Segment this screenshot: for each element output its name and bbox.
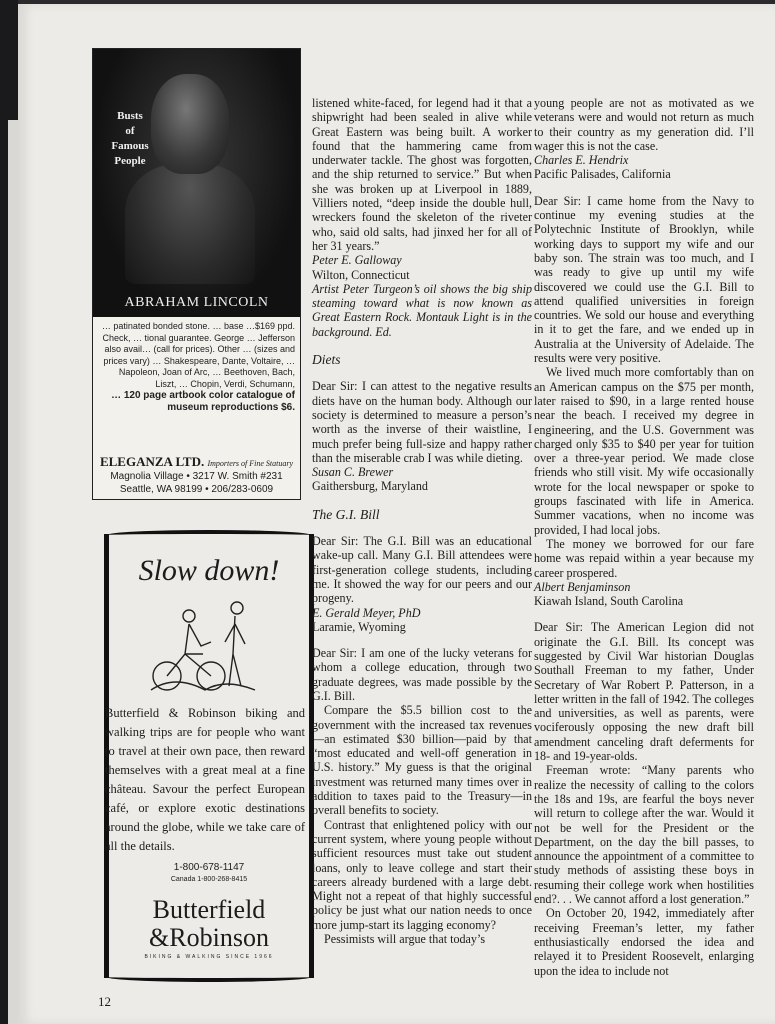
letter-paragraph: Compare the $5.5 billion cost to the government with the increased tax revenues—an estimated $30 billion—paid by that “most educated and well-off generation in U.S. history.” My guess is that the original investment was returned many times over in addition to taxes paid to the Treasury—in overall benefits to society.	[312, 703, 532, 818]
letter-paragraph: We lived much more comfortably than on an American campus on the $75 per month, later raised to $90, in a large rented house near the beach. I received my degree in engineering, and the U.S. Government was charged only $35 to $40 per year for tuition over a three-year period. We made close friends who still visit. My wife occasionally wrote for the local newspaper or spoke to groups fascinated with life in America. Summer vacations, when no income was provided, I had local jobs.	[534, 365, 754, 537]
letter-paragraph: young people are not as motivated as we veterans were and would not return as much to their country as my generation did. I’ll wager this is not the case.	[534, 96, 754, 153]
bust-head	[151, 74, 229, 174]
ad-headline: Slow down!	[138, 554, 280, 587]
letter-paragraph: The money we borrowed for our fare home was repaid within a year because my career prospered.	[534, 536, 754, 580]
letter-signature: E. Gerald Meyer, PhD	[312, 605, 421, 620]
letter-paragraph: Freeman wrote: “Many parents who realize the necessity of calling to the colors the 18s and 19s, are fearful the boys never will return to college after the war. Would it not be well for the President or the Department, on the day the bill passes, to announce the appointment of a committee to study methods of assisting these boys in resuming their college work when hostilities end?. . . We cannot afford a lost generation.”	[534, 763, 754, 907]
ad-body-text: Butterfield & Robinson biking and walking trips are for people who want to travel at their own pace, then reward themselves with a great meal at a fine château. Savour the perfect European café, or explore exotic destinations around the globe, while we take care of all the details.	[105, 706, 305, 853]
letter-location: Wilton, Connecticut	[312, 267, 410, 282]
letter-paragraph: Dear Sir: I came home from the Navy to continue my evening studies at the Polytechnic Institute of Brooklyn, while working days to support my wife and our baby son. The strain was too much, and I was ready to give up until my wife discovered we could use the G.I. Bill to attend qualified universities in foreign countries. We sold our house and everything in it to get the fare, and we ended up in Australia at the University of Adelaide. The results were very positive.	[534, 193, 754, 366]
letter-signature: Albert Benjaminson	[534, 579, 631, 594]
letter-location: Pacific Palisades, California	[534, 167, 671, 182]
butterfield-robinson-logo: Butterfield &Robinson BIKING & WALKING SINCE 1966	[144, 895, 274, 960]
cyclists-illustration	[145, 594, 265, 694]
letter-paragraph: listened white-faced, for legend had it that a shipwright had been sealed in alive while Great Eastern was being built. A worker found that the hammering came from underwater tackle. The ghost was forgotten, and the ship returned to service.” But when she was broken up at Liverpool in 1889, Villiers noted, “deep inside the double hull, wreckers found the skeleton of the riveter who, said old salts, had jinxed her for all of her 31 years.”	[312, 96, 532, 253]
letter-paragraph: Dear Sir: I am one of the lucky veterans for whom a college education, through two graduate degrees, was made possible by the G.I. Bill.	[312, 646, 532, 703]
letter-paragraph: Contrast that enlightened policy with our current system, where young people without sufficient resources must take out student loans, only to leave college and start their careers already burdened with a large debt. Might not a repeat of that highly successful policy be just what our nation needs to once more jump-start its lagging economy?	[312, 817, 532, 932]
underlying-page-edge	[8, 120, 18, 1024]
letter-location: Gaithersburg, Maryland	[312, 479, 428, 494]
magazine-page	[18, 4, 775, 1024]
letter-location: Laramie, Wyoming	[312, 619, 406, 634]
letters-column-middle	[312, 96, 532, 946]
ad-footer	[93, 455, 300, 496]
section-heading-gi-bill: The G.I. Bill	[312, 506, 380, 522]
letter-signature: Charles E. Hendrix	[534, 153, 629, 168]
address-line-1: Magnolia Village • 3217 W. Smith #231	[110, 471, 283, 482]
lincoln-bust-photo	[93, 49, 300, 317]
letter-paragraph: On October 20, 1942, immediately after receiving Freeman’s letter, my father enthusiastically endorsed the idea and relayed it to President Roosevelt, enlarging upon the idea to include not	[534, 906, 754, 978]
letter-location: Kiawah Island, South Carolina	[534, 594, 684, 609]
letter-paragraph: Dear Sir: The American Legion did not originate the G.I. Bill. Its concept was suggested by Civil War historian Douglas Southall Freeman to my father, Under Secretary of War Robert P. Patterson, in a letter written in the fall of 1942. The colleges and universities, as well as parents, were vociferously opposing the new draft bill amendment canceling draft deferments for 18- and 19-year-olds.	[534, 620, 754, 764]
letter-paragraph: Dear Sir: I can attest to the negative results diets have on the human body. Although our society is determined to measure a person’s worth as the inverse of their waistline, I much prefer being full-size and happy rather than the miserable crab I was while dieting.	[312, 379, 532, 465]
letter-paragraph: Dear Sir: The G.I. Bill was an educational wake-up call. Many G.I. Bill attendees were first-generation college students, including me. It showed the way for our peers and our progeny.	[312, 534, 532, 606]
letter-paragraph: Pessimists will argue that today’s	[324, 932, 486, 947]
bust-advertisement	[92, 48, 301, 500]
address-line-2: Seattle, WA 98199 • 206/283-0609	[119, 484, 274, 495]
letter-signature: Susan C. Brewer	[312, 465, 394, 480]
letters-column-right	[534, 96, 754, 978]
brand-name: ELEGANZA LTD. Importers of Fine Statuary	[99, 454, 294, 469]
editor-note: Artist Peter Turgeon’s oil shows the big ship steaming toward what is now known as Great Eastern Rock. Montauk Light is in the background. Ed.	[312, 281, 532, 339]
page-number: 12	[98, 994, 111, 1009]
letter-signature: Peter E. Galloway	[312, 253, 402, 268]
bike-tour-advertisement	[104, 534, 314, 978]
ad-tagline: Busts of Famous People	[111, 110, 149, 167]
bust-name: ABRAHAM LINCOLN	[124, 295, 269, 310]
phone-numbers: 1-800-678-1147 Canada 1-800-268-8415	[170, 862, 248, 883]
section-heading-diets: Diets	[312, 352, 341, 368]
bust-shoulders	[125, 164, 255, 284]
ad-body-text: … patinated bonded stone. … base …$169 ppd. Check, … tional guarantee. George … Jefferson also avail… (call for prices). Other … (sizes and prices vary) … Shakespeare, Dante, Voltaire, … Napoleon, Joan of Arc, … Beethoven, Bach, Liszt, … Chopin, Verdi, Schumann, … 120 page artbook color catalogue of museum reproductions $6.	[101, 321, 295, 413]
